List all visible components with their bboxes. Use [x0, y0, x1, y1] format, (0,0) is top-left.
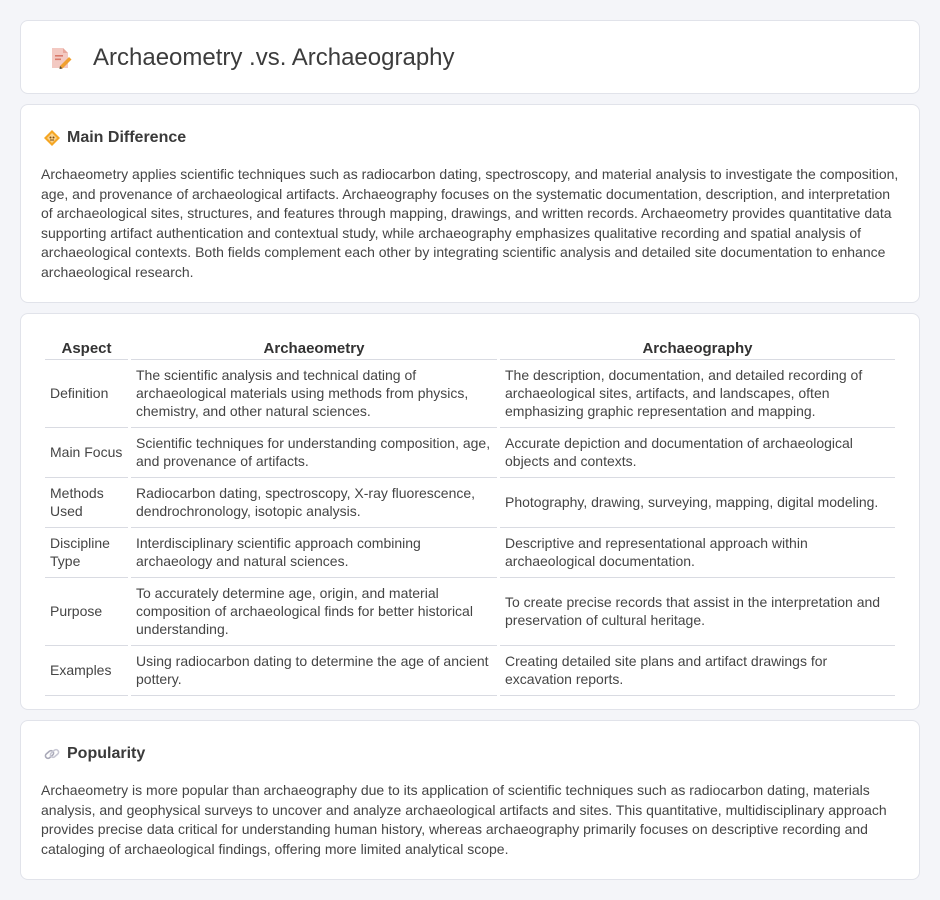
- archaeometry-cell: The scientific analysis and technical dating of archaeological materials using methods from physics, chemistry, and other natural sciences.: [131, 360, 497, 428]
- aspect-cell: Methods Used: [45, 478, 128, 528]
- archaeometry-cell: Scientific techniques for understanding composition, age, and provenance of artifacts.: [131, 428, 497, 478]
- table-row: [45, 428, 895, 478]
- table-row: [45, 478, 895, 528]
- archaeography-cell: The description, documentation, and detailed recording of archaeological sites, artifacts, and landscapes, often emphasizing graphic representation and mapping.: [500, 360, 895, 428]
- archaeometry-cell: Using radiocarbon dating to determine the age of ancient pottery.: [131, 646, 497, 696]
- aspect-cell: Examples: [45, 646, 128, 696]
- popularity-section: [20, 720, 920, 880]
- archaeography-cell: Photography, drawing, surveying, mapping, digital modeling.: [500, 478, 895, 528]
- column-header-aspect: Aspect: [45, 334, 128, 360]
- archaeography-cell: Accurate depiction and documentation of archaeological objects and contexts.: [500, 428, 895, 478]
- page-title: Archaeometry .vs. Archaeography: [93, 44, 455, 71]
- main-difference-text: Archaeometry applies scientific techniques such as radiocarbon dating, spectroscopy, and material analysis to investigate the composition, age, and provenance of archaeological artifacts. Archaeography focuses on the systematic documentation, description, and interpretation of archaeological sites, structures, and features through mapping, drawings, and written records. Archaeometry provides quantitative data supporting artifact authentication and contextual study, while archaeography emphasizes qualitative recording and spatial analysis of archaeological contexts. Both fields complement each other by integrating scientific analysis and detailed site documentation to enhance archaeological research.: [41, 166, 899, 280]
- main-difference-section: [20, 104, 920, 303]
- main-difference-heading: Main Difference: [67, 129, 187, 146]
- aspect-cell: Purpose: [45, 578, 128, 646]
- table-row: [45, 528, 895, 578]
- diamond-warning-icon: [43, 129, 61, 147]
- archaeography-cell: Creating detailed site plans and artifact drawings for excavation reports.: [500, 646, 895, 696]
- table-row: [45, 646, 895, 696]
- column-header-archaeometry: Archaeometry: [131, 334, 497, 360]
- popularity-heading: Popularity: [67, 745, 146, 762]
- aspect-cell: Discipline Type: [45, 528, 128, 578]
- column-header-archaeography: Archaeography: [500, 334, 895, 360]
- header-card: [20, 20, 920, 94]
- comparison-table-section: [20, 313, 920, 710]
- aspect-cell: Definition: [45, 360, 128, 428]
- archaeometry-cell: Radiocarbon dating, spectroscopy, X-ray fluorescence, dendrochronology, isotopic analysis.: [131, 478, 497, 528]
- document-edit-icon: [47, 45, 73, 71]
- archaeography-cell: To create precise records that assist in the interpretation and preservation of cultural heritage.: [500, 578, 895, 646]
- aspect-cell: Main Focus: [45, 428, 128, 478]
- popularity-text: Archaeometry is more popular than archaeography due to its application of scientific techniques such as radiocarbon dating, materials analysis, and geophysical surveys to uncover and analyze archaeological artifacts and sites. This quantitative, multidisciplinary approach provides precise data critical for understanding human history, whereas archaeography primarily focuses on descriptive recording and cataloging of archaeological findings, offering more limited analytical scope.: [41, 782, 887, 857]
- archaeometry-cell: To accurately determine age, origin, and material composition of archaeological finds for better historical understanding.: [131, 578, 497, 646]
- popularity-header: [43, 743, 145, 765]
- table-row: [45, 578, 895, 646]
- table-header-row: [45, 334, 895, 360]
- table-row: [45, 360, 895, 428]
- archaeography-cell: Descriptive and representational approach within archaeological documentation.: [500, 528, 895, 578]
- link-icon: [43, 745, 61, 763]
- main-difference-header: [43, 127, 186, 149]
- archaeometry-cell: Interdisciplinary scientific approach combining archaeology and natural sciences.: [131, 528, 497, 578]
- comparison-table: [42, 334, 898, 696]
